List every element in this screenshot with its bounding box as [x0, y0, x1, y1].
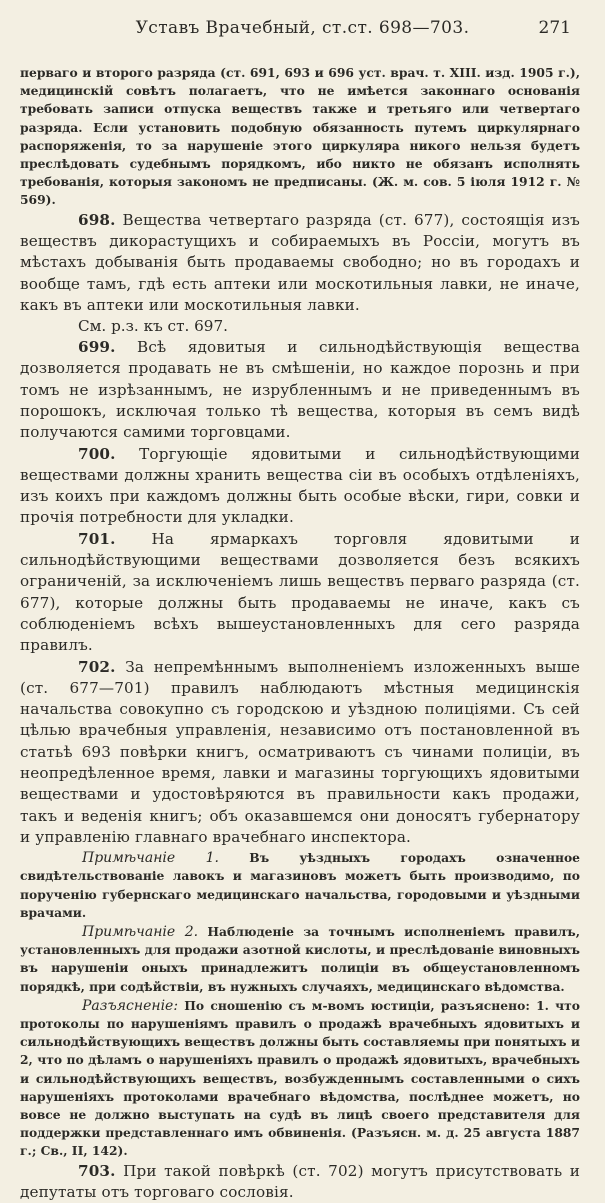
intro-paragraph: перваго и второго разряда (ст. 691, 693 и 696 уст. врач. т. XIII. изд. 1905 г.), медицинскій совѣтъ полагаетъ, что не имѣется законнаго основанія требовать записи отпуска веществъ также и третьяго или четвертаго разряда. Если установить подобную обязанность путемъ циркулярнаго распоряженія, то за нарушеніе этого циркуляра никого нельзя будетъ преслѣдовать судебнымъ порядкомъ, ибо никто не обязанъ исполнять требованія, которыя закономъ не предписаны. (Ж. м. сов. 5 іюля 1912 г. № 569). — [20, 65, 580, 208]
note-label: Примѣчаніе 1. — [82, 850, 220, 867]
article-text: За непремѣннымъ выполненіемъ изложенныхъ выше (ст. 677—701) правилъ наблюдаютъ мѣстныя медицинскія начальства совокупно съ городскою и уѣздною полиціями. Съ сей цѣлью врачебныя управленія, независимо отъ постановленной въ статьѣ 693 повѣрки книгъ, осматриваютъ съ чинами полиціи, въ неопредѣленное время, лавки и магазины торгующихъ ядовитыми веществами и удостовѣряются въ правильности какъ продажи, такъ и веденія книгъ; объ оказавшемся они доносятъ губернатору и управленію главнаго врачебнаго инспектора. — [20, 657, 580, 846]
note-1 — [20, 849, 580, 922]
article-699 — [20, 337, 580, 443]
note-text: По сношенію съ м-вомъ юстиціи, разъяснено: 1. что протоколы по нарушеніямъ правилъ о продажѣ врачебныхъ ядовитыхъ и сильнодѣйствующихъ веществъ должны быть составляемы при понятыхъ и 2, что по дѣламъ о нарушеніяхъ правилъ о продажѣ ядовитыхъ, врачебныхъ и сильнодѣйствующихъ веществъ, возбужденнымъ составленными о сихъ нарушеніяхъ протоколами врачебнаго вѣдомства, послѣднее можетъ, но вовсе не должно выступать на судѣ въ лицѣ своего представителя для поддержки представленнаго имъ обвиненія. (Разъясн. м. д. 25 августа 1887 г.; Св., II, 142). — [20, 997, 580, 1159]
article-698 — [20, 210, 580, 316]
article-text: Вещества четвертаго разряда (ст. 677), состоящія изъ веществъ дикорастущихъ и собираемыхъ въ Россіи, могутъ въ мѣстахъ добыванія быть продаваемы свободно; но въ городахъ и вообще тамъ, гдѣ есть аптеки или москотильныя лавки, не иначе, какъ въ аптеки или москотильныя лавки. — [20, 210, 580, 314]
article-700 — [20, 444, 580, 529]
page-number: 271 — [538, 18, 571, 38]
note-text: Наблюденіе за точнымъ исполненіемъ правилъ, установленныхъ для продажи азотной кислоты, и преслѣдованіе виновныхъ въ нарушеніи оныхъ принадлежитъ полиціи въ общеустановленномъ порядкѣ, при содѣйствіи, въ нужныхъ случаяхъ, медицинскаго вѣдомства. — [20, 924, 580, 994]
article-702 — [20, 657, 580, 849]
note-2 — [20, 923, 580, 996]
running-header — [0, 18, 605, 50]
cross-reference: См. р.з. къ ст. 697. — [78, 317, 228, 336]
article-text: Торгующіе ядовитыми и сильнодѣйствующими веществами должны хранить вещества сіи въ особыхъ отдѣленіяхъ, изъ коихъ при каждомъ должны быть особые вѣски, гири, совки и прочія потребности для укладки. — [20, 444, 580, 527]
article-number: 701. — [78, 529, 116, 548]
article-text: На ярмаркахъ торговля ядовитыми и сильнодѣйствующими веществами дозволяется безъ всякихъ ограниченій, за исключеніемъ лишь веществъ перваго разряда (ст. 677), которые должны быть продаваемы не иначе, какъ съ соблюденіемъ всѣхъ вышеустановленныхъ для сего разряда правилъ. — [20, 529, 580, 655]
article-number: 699. — [78, 338, 116, 357]
clarification-note — [20, 997, 580, 1161]
note-label: Разъясненіе: — [82, 997, 179, 1014]
page-body — [20, 64, 580, 1203]
note-text: Въ уѣздныхъ городахъ означенное свидѣтельствованіе лавокъ и магазиновъ можетъ быть производимо, по порученію губернскаго медицинскаго начальства, городовыми и уѣздными врачами. — [20, 850, 580, 920]
article-number: 702. — [78, 657, 116, 676]
article-number: 700. — [78, 444, 116, 463]
article-text: При такой повѣркѣ (ст. 702) могутъ присутствовать и депутаты отъ торговаго сословія. — [20, 1161, 580, 1201]
article-number: 703. — [78, 1161, 116, 1180]
article-number: 698. — [78, 210, 116, 229]
article-701 — [20, 529, 580, 657]
running-title: Уставъ Врачебный, ст.ст. 698—703. — [135, 18, 470, 38]
article-703 — [20, 1161, 580, 1203]
note-label: Примѣчаніе 2. — [82, 924, 199, 941]
article-text: Всѣ ядовитыя и сильнодѣйствующія вещества дозволяется продавать не въ смѣшеніи, но каждое порознь и при томъ не изрѣзаннымъ, не изрубленнымъ и не приведеннымъ въ порошокъ, исключая только тѣ вещества, которыя въ семъ видѣ получаются самими торговцами. — [20, 338, 580, 442]
